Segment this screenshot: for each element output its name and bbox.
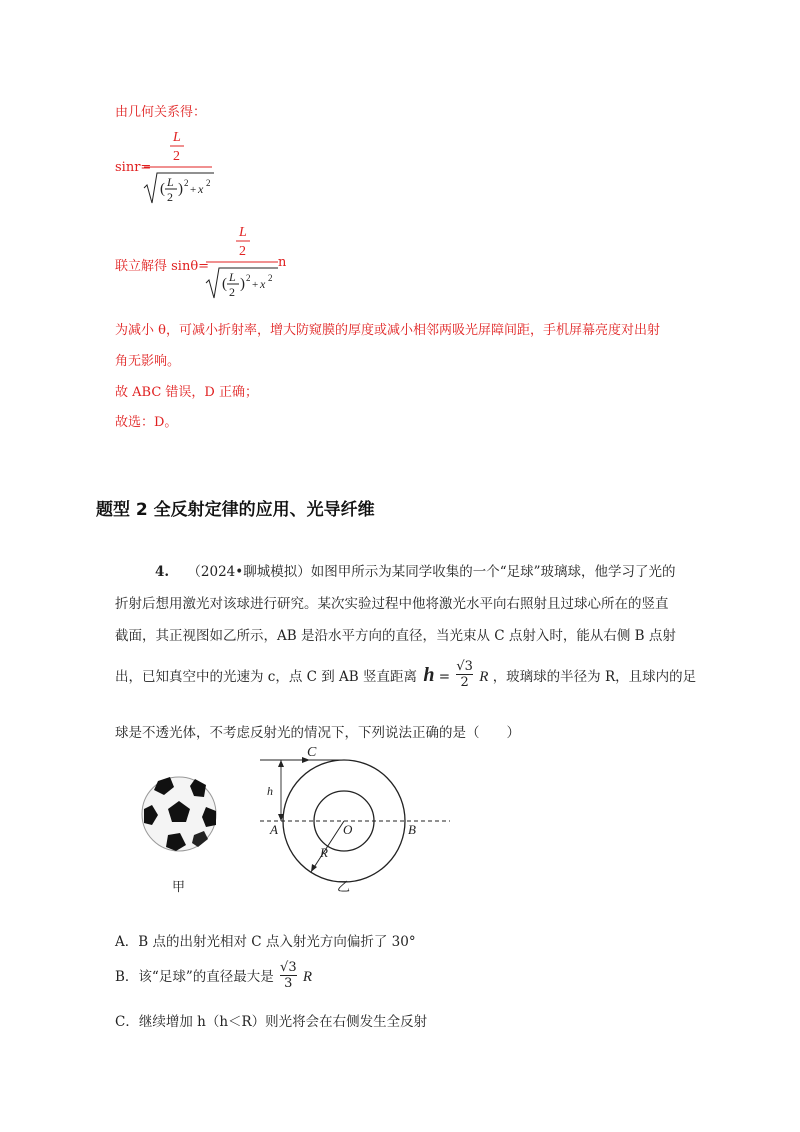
joint-solution-prefix: 联立解得 sinθ= <box>115 259 210 274</box>
svg-text:(: ( <box>222 276 227 292</box>
sinr-L: L <box>173 130 181 145</box>
choice-line: 故选：D。 <box>115 415 178 430</box>
wrong-options-line: 故 ABC 错误，D 正确； <box>115 385 258 400</box>
label-h: h <box>267 784 273 798</box>
svg-text:x: x <box>198 182 204 196</box>
question-line-2: 折射后想用激光对该球进行研究。某次实验过程中他将激光水平向右照射且过球心所在的竖直 <box>115 596 669 612</box>
sinr-prefix: sinr= <box>115 160 152 175</box>
svg-text:): ) <box>178 181 183 197</box>
h-variable: h <box>423 664 435 686</box>
question-line-4-after: ，玻璃球的半径为 R，且球内的足 <box>492 669 697 685</box>
conclusion-line-2: 角无影响。 <box>115 354 181 369</box>
option-c: C．继续增加 h（h＜R）则光将会在右侧发生全反射 <box>115 1014 428 1030</box>
svg-text:2: 2 <box>229 285 235 299</box>
conclusion-line-1: 为减小 θ，可减小折射率，增大防窥膜的厚度或减小相邻两吸光屏障间距，手机屏幕亮度对出射 <box>115 323 660 338</box>
svg-text:): ) <box>240 276 245 292</box>
question-line-3: 截面，其正视图如乙所示，AB 是沿水平方向的直径，当光束从 C 点射入时，能从右侧 B 点射 <box>115 628 676 644</box>
equals-sign: = <box>438 669 451 685</box>
sqrt3-over-2: $\frac{√3}{2}$ <box>456 659 473 690</box>
solution-geometry-line: 由几何关系得： <box>115 105 207 120</box>
sinr-formula <box>140 125 230 210</box>
option-b-text: B．该“足球”的直径最大是 <box>115 969 274 985</box>
football-image <box>140 775 220 855</box>
option-a: A．B 点的出射光相对 C 点入射光方向偏折了 30° <box>115 934 416 950</box>
R-variable: R <box>479 669 489 685</box>
option-b-R: R <box>302 969 313 985</box>
sinr-2: 2 <box>173 149 180 164</box>
question-line-4 <box>115 659 697 693</box>
svg-text:(: ( <box>160 181 165 197</box>
label-A: A <box>270 822 278 837</box>
svg-text:2: 2 <box>206 178 211 188</box>
question-line-4-before: 出，已知真空中的光速为 c，点 C 到 AB 竖直距离 <box>115 669 418 685</box>
n-suffix: n <box>278 255 287 270</box>
question-number: 4. <box>155 564 170 580</box>
svg-text:2: 2 <box>184 178 189 188</box>
label-jia: 甲 <box>172 880 186 895</box>
label-B: B <box>408 822 416 837</box>
question-line-5: 球是不透光体，不考虑反射光的情况下，下列说法正确的是（ ） <box>115 725 520 741</box>
svg-text:x: x <box>260 277 266 291</box>
option-b <box>115 962 312 993</box>
question-line-1: （2024•聊城模拟）如图甲所示为某同学收集的一个“足球”玻璃球，他学习了光的 <box>187 564 676 580</box>
svg-text:2: 2 <box>268 273 273 283</box>
svg-text:2: 2 <box>246 273 251 283</box>
label-C: C <box>307 745 317 760</box>
svg-text:2: 2 <box>239 244 246 259</box>
optics-diagram <box>250 740 480 900</box>
svg-text:+: + <box>252 279 259 291</box>
sqrt3-over-3: $\frac{√3}{3}$ <box>280 960 297 991</box>
section-title: 题型 2 全反射定律的应用、光导纤维 <box>96 500 375 520</box>
svg-text:+: + <box>190 184 197 196</box>
label-R: R <box>320 845 328 860</box>
label-O: O <box>343 822 353 837</box>
sinr-inner-L: L <box>167 175 174 189</box>
svg-text:L: L <box>229 270 236 284</box>
label-yi: 乙 <box>337 880 351 895</box>
sinr-inner-2: 2 <box>167 190 173 204</box>
svg-text:L: L <box>239 225 247 240</box>
